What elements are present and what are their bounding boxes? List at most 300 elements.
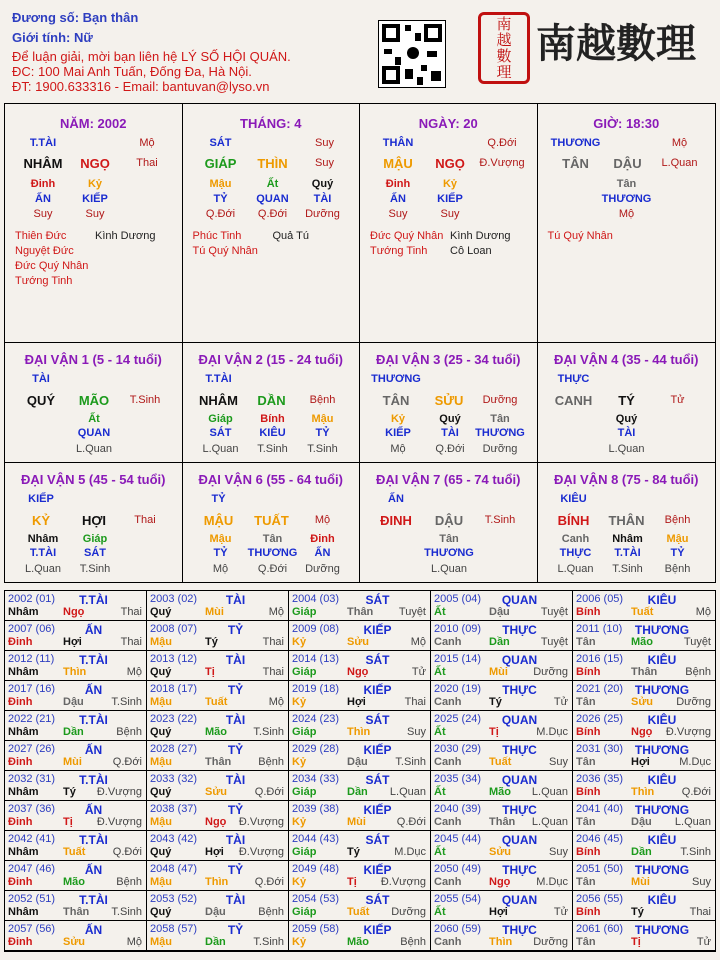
year-chi: Hợi [347, 696, 366, 708]
pillar-can: NHÂM [23, 156, 63, 171]
year-status: Đ.Vượng [665, 726, 711, 738]
tang-can: Mậu [209, 533, 232, 545]
year-can: Giáp [292, 906, 317, 918]
dai-van-row-1 [5, 342, 715, 462]
year-cell [5, 591, 147, 621]
dai-van-status: T.Sinh [484, 514, 516, 526]
year-star: THỰC [502, 923, 537, 937]
year-cell [431, 711, 573, 741]
year-table [4, 590, 716, 952]
tang-can: Tân [490, 413, 510, 425]
gioi-tinh: Giới tính: Nữ [12, 30, 93, 45]
year-cell [147, 681, 289, 711]
tang-status: T.Sinh [79, 563, 111, 575]
year-cell [147, 771, 289, 801]
year-cell [431, 681, 573, 711]
year-cell [289, 921, 431, 951]
pillar-chi-status: Đ.Vượng [479, 157, 525, 169]
year-can: Tân [576, 696, 596, 708]
year-cell [431, 891, 573, 921]
year-can: Quý [150, 606, 172, 618]
year-can: Bính [576, 606, 601, 618]
year-can: Đinh [8, 936, 33, 948]
year-can: Quý [150, 906, 172, 918]
dai-van-chi: SỬU [434, 393, 464, 408]
year-star: QUAN [501, 893, 538, 907]
year-star: THƯƠNG [634, 923, 690, 937]
year-cell [5, 771, 147, 801]
dai-van-6 [183, 463, 361, 582]
dai-van-star: T.TÀI [205, 373, 232, 385]
year-can: Bính [576, 726, 601, 738]
year-can: Đinh [8, 816, 33, 828]
year-status: Thai [689, 906, 711, 918]
than-sat: Quả Tú [272, 230, 309, 242]
year-cell [147, 861, 289, 891]
pillar-star2: Mộ [671, 137, 688, 149]
pillar-can-star: THƯƠNG [550, 137, 601, 149]
year-status: Mộ [126, 666, 142, 678]
year-cell [289, 651, 431, 681]
year-cell [431, 591, 573, 621]
year-cell [147, 831, 289, 861]
tang-star: KIẾP [385, 427, 411, 439]
tang-star: KIÊU [259, 427, 286, 439]
year-label: 2011 (10) [576, 623, 623, 635]
year-label: 2049 (48) [292, 863, 340, 875]
tang-status: Q.Đới [257, 563, 288, 575]
year-status: L.Quan [389, 786, 426, 798]
year-label: 2060 (59) [434, 923, 482, 935]
tang-can: Mậu [209, 178, 232, 190]
year-chi: Thân [63, 906, 90, 918]
tang-can: Tân [616, 178, 637, 190]
duong-so: Đương số: Bạn thân [12, 10, 139, 25]
year-star: KIÊU [647, 773, 677, 787]
year-star: KIÊU [647, 893, 677, 907]
year-can: Đinh [8, 636, 33, 648]
year-cell [573, 891, 715, 921]
year-star: TỶ [227, 863, 244, 877]
year-status: Mộ [268, 696, 284, 708]
year-status: M.Dục [536, 726, 568, 738]
year-chi: Tuất [205, 696, 228, 708]
year-label: 2030 (29) [434, 743, 482, 755]
year-status: Bệnh [400, 936, 426, 948]
year-label: 2025 (24) [434, 713, 482, 725]
year-star: ẤN [84, 623, 103, 637]
year-star: T.TÀI [79, 593, 108, 607]
year-can: Ất [434, 726, 446, 738]
year-star: QUAN [501, 713, 538, 727]
year-status: Bệnh [685, 666, 711, 678]
dai-van-title: ĐẠI VẬN 5 (45 - 54 tuổi) [21, 472, 166, 487]
year-label: 2032 (31) [8, 773, 56, 785]
tang-star: SÁT [84, 547, 106, 559]
year-can: Nhâm [8, 606, 39, 618]
tang-status: L.Quan [430, 563, 468, 575]
year-star: THỰC [502, 683, 537, 697]
year-status: Suy [549, 756, 568, 768]
year-status: L.Quan [531, 816, 568, 828]
tang-status: Mộ [390, 443, 406, 455]
year-star: THƯƠNG [634, 803, 690, 817]
year-chi: Dần [63, 726, 84, 738]
year-status: Q.Đới [254, 786, 284, 798]
than-sat: Tướng Tinh [15, 275, 73, 287]
year-can: Canh [434, 876, 462, 888]
pillar-2 [183, 104, 361, 342]
year-status: Đ.Vượng [238, 816, 284, 828]
year-star: THƯƠNG [634, 743, 690, 757]
year-star: SÁT [365, 593, 390, 607]
year-chi: Sửu [631, 696, 654, 708]
dai-van-4 [538, 343, 716, 462]
tang-status: Suy [85, 208, 105, 220]
year-cell [5, 741, 147, 771]
year-cell [5, 891, 147, 921]
year-chi: Hợi [489, 906, 508, 918]
year-can: Ất [434, 666, 446, 678]
year-can: Giáp [292, 606, 317, 618]
year-can: Kỷ [292, 756, 307, 768]
year-chi: Tuất [631, 606, 654, 618]
year-status: Mộ [410, 636, 426, 648]
year-cell [289, 741, 431, 771]
year-cell [431, 651, 573, 681]
tang-can: Ất [266, 178, 279, 190]
dai-van-chi: DẦN [257, 393, 286, 408]
year-star: TỶ [227, 923, 244, 937]
year-chi: Tý [489, 696, 502, 708]
dai-van-star: THỰC [557, 373, 590, 385]
year-chi: Mão [631, 636, 653, 648]
year-status: Đ.Vượng [238, 846, 284, 858]
year-label: 2033 (32) [150, 773, 198, 785]
year-cell [147, 651, 289, 681]
year-can: Giáp [292, 726, 317, 738]
year-chi: Thìn [347, 726, 371, 738]
year-status: Tử [411, 666, 426, 678]
tang-star: TỶ [213, 193, 228, 205]
year-label: 2048 (47) [150, 863, 198, 875]
year-chi: Thìn [489, 936, 513, 948]
dai-van-status: Bệnh [664, 514, 691, 526]
year-cell [573, 801, 715, 831]
tang-star: SÁT [209, 427, 232, 439]
year-chi: Mùi [205, 606, 224, 618]
pillar-title: THÁNG: 4 [240, 116, 302, 131]
dai-van-star: KIÊU [560, 493, 587, 505]
year-star: TỶ [227, 683, 244, 697]
tang-star: T.TÀI [29, 547, 57, 559]
year-cell [147, 741, 289, 771]
tang-can: Đinh [385, 178, 411, 190]
tang-status: Q.Đới [205, 208, 236, 220]
year-status: T.Sinh [111, 696, 142, 708]
year-chi: Ngọ [489, 876, 511, 888]
year-star: TÀI [225, 713, 246, 727]
year-star: KIÊU [647, 833, 677, 847]
year-cell [5, 651, 147, 681]
year-status: Suy [407, 726, 426, 738]
year-label: 2017 (16) [8, 683, 56, 695]
year-cell [147, 921, 289, 951]
tang-can: Tân [262, 533, 283, 545]
year-label: 2013 (12) [150, 653, 198, 665]
year-chi: Mùi [489, 666, 508, 678]
year-can: Giáp [292, 786, 317, 798]
year-label: 2056 (55) [576, 893, 624, 905]
year-cell [5, 831, 147, 861]
year-status: Thai [262, 666, 284, 678]
tang-star: TÀI [313, 193, 332, 205]
year-status: L.Quan [674, 816, 711, 828]
year-can: Tân [576, 636, 596, 648]
year-cell [431, 771, 573, 801]
year-status: Đ.Vượng [380, 876, 426, 888]
year-can: Quý [150, 726, 172, 738]
year-cell [147, 711, 289, 741]
dai-van-can: NHÂM [199, 393, 238, 408]
year-status: M.Dục [536, 876, 568, 888]
dai-van-chi: TÝ [618, 393, 635, 408]
pillar-chi-status: Suy [315, 157, 334, 169]
year-star: SÁT [365, 833, 390, 847]
pillar-chi: THÌN [257, 156, 288, 171]
year-status: Bệnh [258, 756, 284, 768]
year-label: 2008 (07) [150, 623, 198, 635]
year-cell [5, 711, 147, 741]
year-label: 2023 (22) [150, 713, 198, 725]
year-can: Giáp [292, 666, 317, 678]
year-chi: Tuất [489, 756, 512, 768]
pillar-title: NGÀY: 20 [418, 116, 478, 131]
year-status: Tuyệt [683, 636, 711, 648]
dai-van-status: Tử [670, 394, 685, 406]
tang-star: QUAN [77, 427, 111, 439]
year-star: KIẾP [363, 803, 392, 817]
year-label: 2036 (35) [576, 773, 624, 785]
year-star: QUAN [501, 833, 538, 847]
year-cell [573, 831, 715, 861]
dai-van-star: TÀI [32, 373, 50, 385]
tang-star: TỶ [315, 427, 330, 439]
than-sat: Kình Dương [450, 230, 511, 242]
qr-code-icon [378, 20, 446, 88]
year-label: 2020 (19) [434, 683, 482, 695]
year-chi: Tị [347, 876, 357, 888]
year-label: 2045 (44) [434, 833, 482, 845]
pillar-star2: Q.Đới [487, 137, 517, 149]
year-cell [573, 681, 715, 711]
tang-star: TÀI [441, 427, 459, 439]
year-cell [147, 591, 289, 621]
tang-status: Q.Đới [257, 208, 288, 220]
dai-van-title: ĐẠI VẬN 4 (35 - 44 tuổi) [554, 352, 699, 367]
year-can: Bính [576, 906, 601, 918]
year-status: L.Quan [531, 786, 568, 798]
pillar-chi: DẬU [613, 156, 642, 171]
year-cell [5, 801, 147, 831]
tang-can: Giáp [208, 413, 233, 425]
year-label: 2007 (06) [8, 623, 56, 635]
year-star: ẤN [84, 923, 103, 937]
tang-status: T.Sinh [257, 443, 288, 455]
year-status: T.Sinh [111, 906, 142, 918]
year-can: Mậu [150, 696, 172, 708]
year-label: 2034 (33) [292, 773, 340, 785]
year-status: Đ.Vượng [96, 816, 142, 828]
year-label: 2046 (45) [576, 833, 624, 845]
pillar-chi: NGỌ [435, 156, 465, 171]
pillar-title: GIỜ: 18:30 [593, 116, 660, 131]
year-chi: Hợi [63, 636, 82, 648]
year-cell [147, 801, 289, 831]
year-status: Dưỡng [391, 906, 426, 918]
dai-van-can: TÂN [382, 393, 410, 408]
tang-star: THƯƠNG [601, 193, 652, 205]
year-chi: Tị [205, 666, 215, 678]
year-cell [289, 711, 431, 741]
year-chi: Tị [63, 816, 73, 828]
dai-van-title: ĐẠI VẬN 8 (75 - 84 tuổi) [554, 472, 699, 487]
dai-van-status: Thai [134, 514, 156, 526]
year-label: 2031 (30) [576, 743, 624, 755]
tang-can: Đinh [310, 533, 335, 545]
year-chi: Tý [205, 636, 218, 648]
year-can: Tân [576, 756, 596, 768]
year-status: T.Sinh [253, 726, 284, 738]
year-label: 2024 (23) [292, 713, 340, 725]
brand-logo: 南越數理 [536, 20, 696, 67]
tang-star: THƯƠNG [475, 427, 525, 439]
dai-van-can: QUÝ [26, 393, 56, 408]
tang-status: Bệnh [664, 563, 691, 575]
tang-status: Q.Đới [435, 443, 465, 455]
year-label: 2026 (25) [576, 713, 624, 725]
tang-can: Mậu [311, 413, 334, 425]
year-label: 2043 (42) [150, 833, 198, 845]
tang-star: THƯƠNG [247, 547, 298, 559]
year-status: Thai [404, 696, 426, 708]
dai-van-title: ĐẠI VẬN 7 (65 - 74 tuổi) [376, 472, 521, 487]
year-label: 2029 (28) [292, 743, 340, 755]
year-cell [573, 651, 715, 681]
year-chi: Dậu [63, 696, 84, 708]
year-status: Tuyệt [398, 606, 426, 618]
year-status: Thai [262, 636, 284, 648]
year-chi: Tý [63, 786, 76, 798]
year-cell [289, 771, 431, 801]
year-label: 2035 (34) [434, 773, 482, 785]
year-label: 2012 (11) [8, 653, 55, 665]
tang-status: L.Quan [24, 563, 62, 575]
than-sat: Nguyệt Đức [15, 245, 74, 257]
year-label: 2010 (09) [434, 623, 482, 635]
tang-status: Mộ [618, 208, 635, 220]
year-cell [289, 591, 431, 621]
year-cell [573, 711, 715, 741]
year-chi: Mão [63, 876, 85, 888]
year-chi: Mùi [63, 756, 82, 768]
year-chi: Hợi [631, 756, 650, 768]
year-star: ẤN [84, 683, 103, 697]
dai-van-title: ĐẠI VẬN 3 (25 - 34 tuổi) [376, 352, 521, 367]
year-label: 2059 (58) [292, 923, 340, 935]
pillar-3 [360, 104, 538, 342]
year-label: 2039 (38) [292, 803, 340, 815]
year-can: Bính [576, 666, 601, 678]
year-star: THƯƠNG [634, 683, 690, 697]
year-can: Tân [576, 936, 596, 948]
year-star: THỰC [502, 623, 537, 637]
year-can: Nhâm [8, 726, 39, 738]
year-can: Kỷ [292, 636, 307, 648]
year-star: T.TÀI [79, 653, 108, 667]
year-cell [573, 771, 715, 801]
year-status: Tuyệt [540, 606, 568, 618]
year-chi: Ngọ [347, 666, 369, 678]
year-chi: Sửu [489, 846, 512, 858]
tang-can: Canh [561, 533, 590, 545]
tang-status: Dưỡng [305, 563, 340, 575]
year-can: Nhâm [8, 906, 39, 918]
year-chi: Dần [631, 846, 652, 858]
dai-van-star: TỶ [211, 493, 226, 505]
year-label: 2038 (37) [150, 803, 198, 815]
year-label: 2054 (53) [292, 893, 340, 905]
pillar-can: MẬU [383, 156, 413, 171]
year-can: Nhâm [8, 666, 39, 678]
tang-star: TÀI [617, 427, 636, 439]
than-sat: Đức Quý Nhân [370, 230, 444, 242]
dai-van-status: Bệnh [309, 394, 336, 406]
tang-can: Đinh [30, 178, 56, 190]
pillars-row [5, 104, 715, 342]
year-star: SÁT [365, 773, 390, 787]
year-label: 2042 (41) [8, 833, 56, 845]
dai-van-5 [5, 463, 183, 582]
tang-star: ẤN [35, 193, 51, 205]
year-chi: Mùi [631, 876, 650, 888]
year-star: QUAN [501, 653, 538, 667]
year-label: 2006 (05) [576, 593, 624, 605]
dai-van-row-2 [5, 462, 715, 582]
year-status: T.Sinh [680, 846, 711, 858]
year-can: Đinh [8, 876, 33, 888]
tang-status: Mộ [212, 563, 229, 575]
year-can: Mậu [150, 756, 172, 768]
year-label: 2003 (02) [150, 593, 198, 605]
year-star: KIÊU [647, 653, 677, 667]
contact-line: Để luận giải, mời bạn liên hệ LÝ SỐ HỘI QUÁN. [12, 49, 291, 64]
year-chi: Dậu [489, 606, 510, 618]
tang-can: Quý [615, 413, 638, 425]
year-status: Mộ [126, 936, 142, 948]
year-star: KIẾP [363, 683, 392, 697]
year-status: Dưỡng [676, 696, 711, 708]
year-star: THỰC [502, 803, 537, 817]
year-star: TÀI [225, 593, 246, 607]
year-cell [431, 861, 573, 891]
year-star: QUAN [501, 773, 538, 787]
tang-star: THƯƠNG [424, 547, 474, 559]
year-cell [5, 621, 147, 651]
phone-email-line: ĐT: 1900.633316 - Email: bantuvan@lyso.vn [12, 79, 270, 94]
year-status: Tử [553, 906, 568, 918]
year-label: 2055 (54) [434, 893, 482, 905]
